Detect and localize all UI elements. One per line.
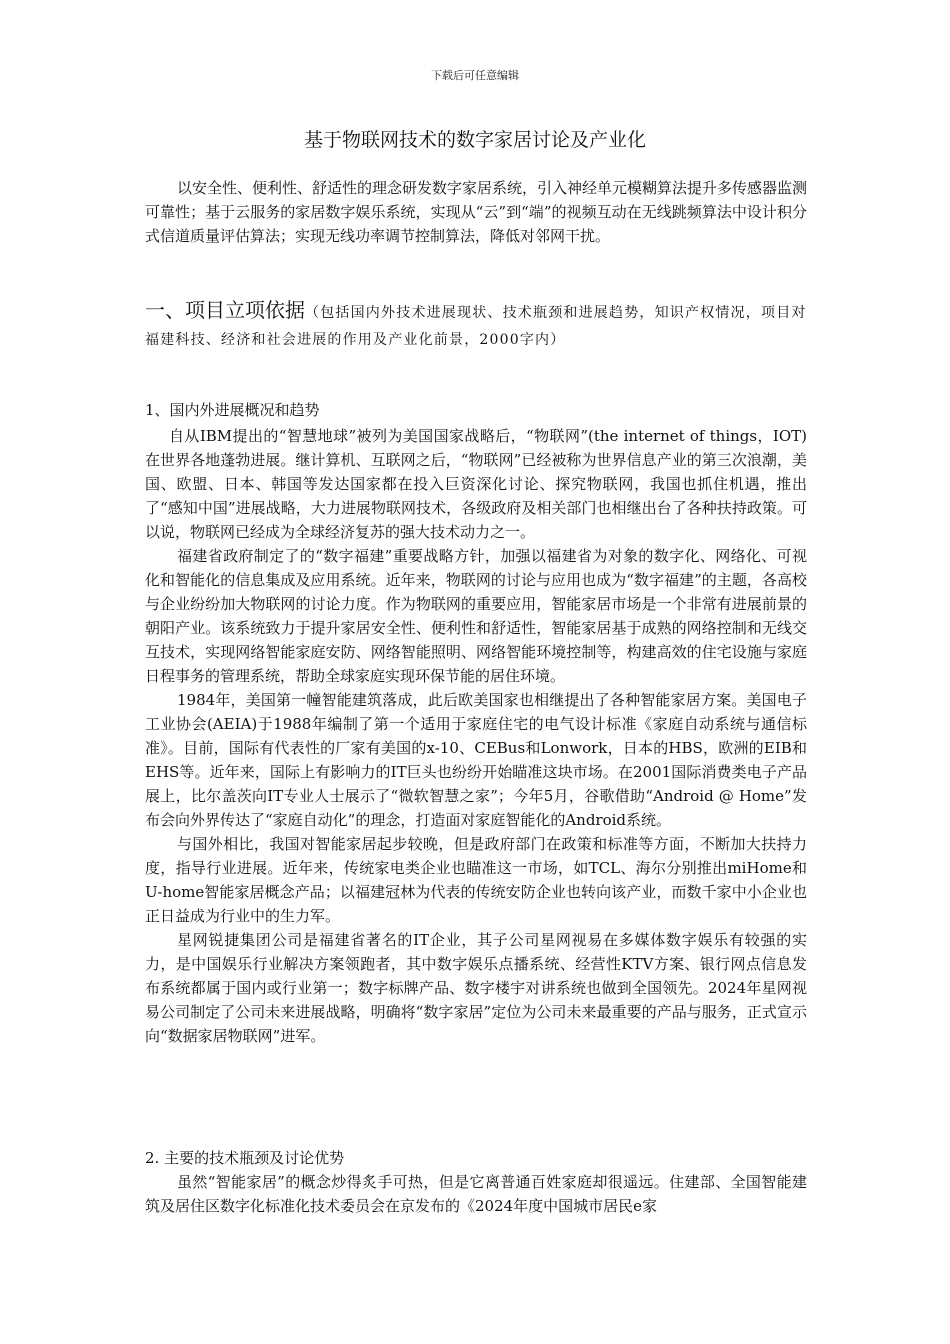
abstract — [145, 176, 807, 248]
download-note: 下载后可任意编辑 — [431, 69, 519, 82]
subsection-2-body — [145, 1170, 807, 1218]
paragraph: 1984年，美国第一幢智能建筑落成，此后欧美国家也相继提出了各种智能家居方案。美国电子工业协会(AEIA)于1988年编制了第一个适用于家庭住宅的电气设计标准《家庭自动系统与通信标准》。目前，国际有代表性的厂家有美国的x-10、CEBus和Lonwork，日本的HBS，欧洲的EIB和EHS等。近年来，国际上有影响力的IT巨头也纷纷开始瞄准这块市场。在2001国际消费类电子产品展上，比尔盖茨向IT专业人士展示了“微软智慧之家”；今年5月，谷歌借助“Android @ Home”发布会向外界传达了“家庭自动化”的理念，打造面对家庭智能化的Android系统。 — [145, 691, 807, 829]
document-title: 基于物联网技术的数字家居讨论及产业化 — [303, 129, 646, 151]
section-heading — [145, 297, 807, 353]
abstract-paragraph: 以安全性、便利性、舒适性的理念研发数字家居系统，引入神经单元模糊算法提升多传感器监测可靠性；基于云服务的家居数字娱乐系统，实现从“云”到“端”的视频互动在无线跳频算法中设计积分式信道质量评估算法；实现无线功率调节控制算法，降低对邻网干扰。 — [145, 179, 808, 245]
paragraph: 福建省政府制定了的“数字福建”重要战略方针，加强以福建省为对象的数字化、网络化、可视化和智能化的信息集成及应用系统。近年来，物联网的讨论与应用也成为“数字福建”的主题，各高校与企业纷纷加大物联网的讨论力度。作为物联网的重要应用，智能家居市场是一个非常有进展前景的朝阳产业。该系统致力于提升家居安全性、便利性和舒适性，智能家居基于成熟的网络控制和无线交互技术，实现网络智能家庭安防、网络智能照明、网络智能环境控制等，构建高效的住宅设施与家庭日程事务的管理系统，帮助全球家庭实现环保节能的居住环境。 — [145, 547, 807, 685]
paragraph: 自从IBM提出的“智慧地球”被列为美国国家战略后，“物联网”(the internet of things，IOT)在世界各地蓬勃进展。继计算机、互联网之后，“物联网”已经被称为世界信息产业的第三次浪潮，美国、欧盟、日本、韩国等发达国家都在投入巨资深化讨论、探究物联网，我国也抓住机遇，推出了“感知中国”进展战略，大力进展物联网技术，各级政府及相关部门也相继出台了各种扶持政策。可以说，物联网已经成为全球经济复苏的强大技术动力之一。 — [145, 427, 807, 541]
subsection-heading-2: 2. 主要的技术瓶颈及讨论优势 — [145, 1149, 345, 1167]
paragraph: 虽然“智能家居”的概念炒得炙手可热，但是它离普通百姓家庭却很遥远。住建部、全国智能建筑及居住区数字化标准化技术委员会在京发布的《2024年度中国城市居民e家 — [145, 1173, 807, 1215]
subsection-heading-1: 1、国内外进展概况和趋势 — [145, 401, 320, 419]
section-heading-note: （包括国内外技术进展现状、技术瓶颈和进展趋势，知识产权情况，项目对福建科技、经济和社会进展的作用及产业化前景，2000字内） — [145, 305, 807, 348]
section-heading-main: 一、项目立项依据 — [145, 298, 305, 322]
subsection-1-body — [145, 424, 807, 1048]
paragraph: 与国外相比，我国对智能家居起步较晚，但是政府部门在政策和标准等方面，不断加大扶持力度，指导行业进展。近年来，传统家电类企业也瞄准这一市场，如TCL、海尔分别推出miHome和U-home智能家居概念产品；以福建冠林为代表的传统安防企业也转向该产业，而数千家中小企业也正日益成为行业中的生力军。 — [145, 835, 807, 925]
paragraph: 星网锐捷集团公司是福建省著名的IT企业，其子公司星网视易在多媒体数字娱乐有较强的实力，是中国娱乐行业解决方案领跑者，其中数字娱乐点播系统、经营性KTV方案、银行网点信息发布系统都属于国内或行业第一；数字标牌产品、数字楼宇对讲系统也做到全国领先。2024年星网视易公司制定了公司未来进展战略，明确将“数字家居”定位为公司未来最重要的产品与服务，正式宣示向“数据家居物联网”进军。 — [145, 931, 807, 1045]
